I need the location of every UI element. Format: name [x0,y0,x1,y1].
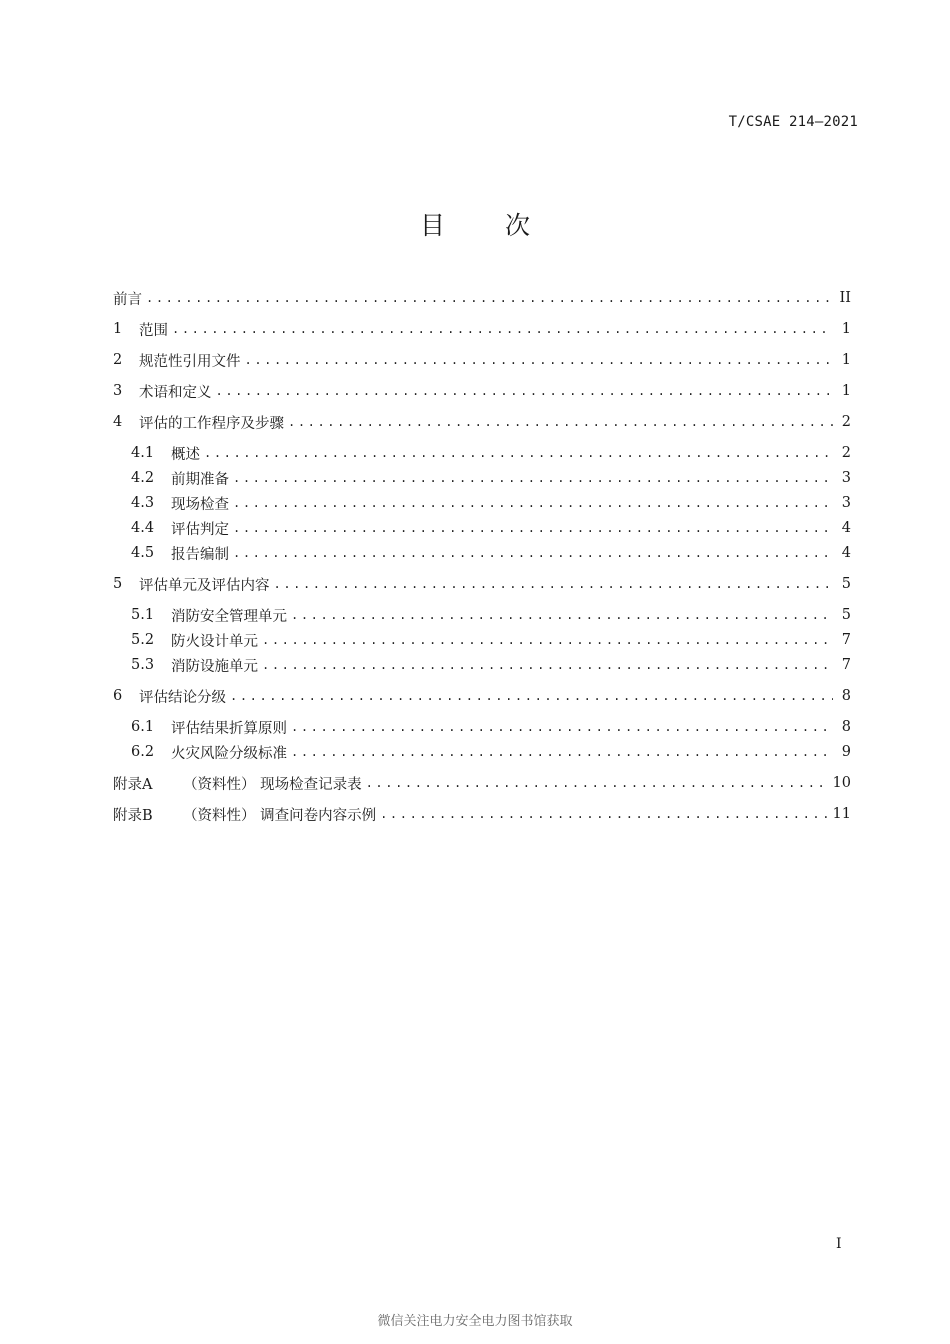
toc-entry-label: 术语和定义 [139,384,212,401]
toc-entry-number: 4.1 [131,445,155,461]
document-code: T/CSAE 214—2021 [728,114,858,130]
toc-entry-page: 10 [832,775,851,791]
toc-entry[interactable] [131,716,851,738]
toc-entry[interactable] [113,772,851,794]
toc-entry-number: 6.2 [131,744,155,760]
toc-leader-dots [230,689,833,703]
toc-entry-label: 报告编制 [171,546,229,563]
toc-entry-page: 1 [841,352,851,368]
toc-entry-label: 评估判定 [171,521,229,538]
toc-leader-dots [245,353,834,367]
toc-entry-number: 3 [113,383,123,399]
toc-entry-label: 评估结论分级 [139,689,226,706]
toc-entry[interactable] [113,573,851,595]
toc-entry[interactable] [131,629,851,651]
toc-entry-label: （资料性） 现场检查记录表 [183,776,362,793]
toc-entry[interactable] [131,492,851,514]
toc-entry-number: 2 [113,352,123,368]
toc-entry[interactable] [113,318,851,340]
toc-leader-dots [291,608,833,622]
toc-entry-label: 评估的工作程序及步骤 [139,415,284,432]
toc-leader-dots [291,720,833,734]
toc-entry-number: 6 [113,688,123,704]
toc-entry-page: II [839,290,851,306]
toc-leader-dots [233,496,833,510]
toc-leader-dots [274,577,834,591]
toc-entry-label: 防火设计单元 [171,633,258,650]
toc-entry-number: 1 [113,321,123,337]
toc-entry-label: 火灾风险分级标准 [171,745,287,762]
toc-entry-number: 4.2 [131,470,155,486]
toc-entry[interactable] [131,442,851,464]
toc-entry-page: 7 [841,657,851,673]
toc-entry[interactable] [113,287,851,309]
toc-entry[interactable] [131,741,851,763]
toc-entry-number: 5.2 [131,632,155,648]
toc-entry-number: 附录B [113,807,153,824]
toc-leader-dots [233,546,833,560]
toc-entry[interactable] [113,349,851,371]
toc-entry-page: 1 [841,383,851,399]
page-number: I [836,1236,842,1252]
toc-entry-number: 4 [113,414,123,430]
toc-entry-page: 4 [841,545,851,561]
toc-entry-number: 5 [113,576,123,592]
toc-entry[interactable] [131,654,851,676]
toc-leader-dots [291,745,833,759]
toc-leader-dots [204,446,833,460]
toc-entry-number: 附录A [113,776,153,793]
toc-entry[interactable] [131,604,851,626]
toc-leader-dots [366,776,827,790]
toc-leader-dots [262,658,833,672]
toc-entry-label: 前言 [113,291,142,308]
toc-leader-dots [233,521,833,535]
toc-leader-dots [172,322,833,336]
toc-entry[interactable] [131,467,851,489]
toc-entry-label: 规范性引用文件 [139,353,241,370]
toc-entry-page: 2 [841,445,851,461]
toc-entry[interactable] [113,803,851,825]
toc-entry-page: 7 [841,632,851,648]
toc-entry-page: 5 [841,576,851,592]
toc-leader-dots [146,291,833,305]
toc-entry[interactable] [131,542,851,564]
toc-leader-dots [288,415,833,429]
toc-entry-label: 现场检查 [171,496,229,513]
toc-entry-page: 11 [832,806,851,822]
toc-entry-label: 消防安全管理单元 [171,608,287,625]
toc-entry-page: 9 [841,744,851,760]
toc-entry-number: 4.5 [131,545,155,561]
toc-leader-dots [216,384,834,398]
toc-entry-number: 5.3 [131,657,155,673]
toc-leader-dots [380,807,826,821]
toc-leader-dots [233,471,833,485]
toc-entry-page: 8 [841,719,851,735]
toc-entry-number: 5.1 [131,607,155,623]
toc-entry[interactable] [113,685,851,707]
toc-entry-label: 消防设施单元 [171,658,258,675]
toc-entry-label: 评估结果折算原则 [171,720,287,737]
toc-entry-page: 1 [841,321,851,337]
toc-entry-page: 2 [841,414,851,430]
toc-entry-page: 4 [841,520,851,536]
toc-leader-dots [262,633,833,647]
toc-entry-label: 前期准备 [171,471,229,488]
toc-entry-label: （资料性） 调查问卷内容示例 [183,807,377,824]
toc-entry-number: 6.1 [131,719,155,735]
toc-entry[interactable] [131,517,851,539]
page-title: 目 次 [420,211,556,240]
toc-entry[interactable] [113,411,851,433]
toc-entry-number: 4.4 [131,520,155,536]
toc-entry-page: 3 [841,470,851,486]
toc-entry-page: 5 [841,607,851,623]
toc-entry[interactable] [113,380,851,402]
toc-entry-page: 3 [841,495,851,511]
toc-entry-label: 评估单元及评估内容 [139,577,270,594]
toc-entry-page: 8 [841,688,851,704]
toc-entry-label: 范围 [139,322,168,339]
toc-entry-number: 4.3 [131,495,155,511]
watermark: 微信关注电力安全电力图书馆获取 [377,1314,573,1329]
toc-entry-label: 概述 [171,446,200,463]
